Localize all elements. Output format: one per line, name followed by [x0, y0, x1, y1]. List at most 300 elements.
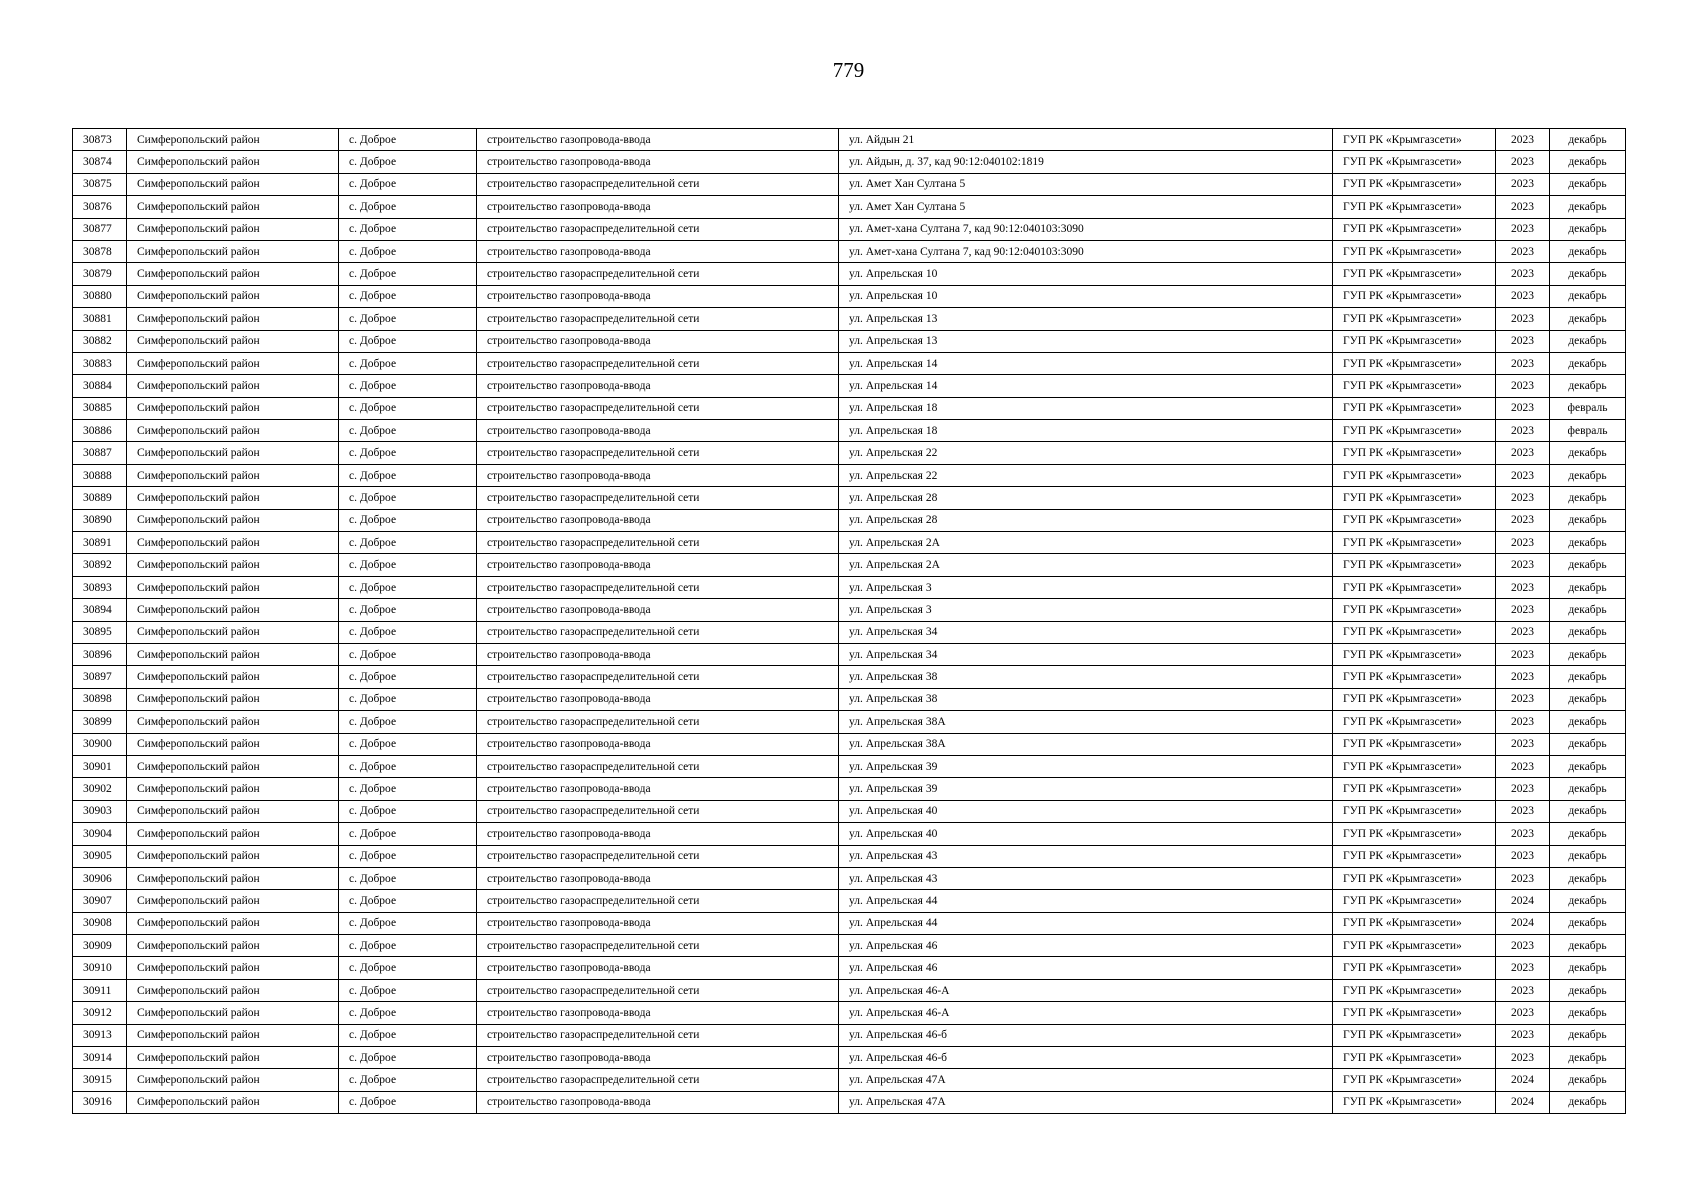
row-number-cell: 30910 [73, 957, 127, 979]
month-cell: декабрь [1550, 151, 1626, 173]
registry-body [73, 129, 1626, 1114]
year-cell: 2023 [1496, 1024, 1550, 1046]
row-number-cell: 30896 [73, 643, 127, 665]
row-number-cell: 30876 [73, 196, 127, 218]
work-type-cell: строительство газораспределительной сети [477, 532, 839, 554]
row-number-cell: 30898 [73, 688, 127, 710]
operator-cell: ГУП РК «Крымгазсети» [1333, 643, 1496, 665]
district-cell: Симферопольский район [127, 554, 339, 576]
row-number-cell: 30902 [73, 778, 127, 800]
year-cell: 2023 [1496, 599, 1550, 621]
month-cell: декабрь [1550, 800, 1626, 822]
work-type-cell: строительство газопровода-ввода [477, 912, 839, 934]
registry-table [72, 128, 1626, 1114]
table-row [73, 733, 1626, 755]
month-cell: декабрь [1550, 823, 1626, 845]
work-type-cell: строительство газопровода-ввода [477, 957, 839, 979]
table-row [73, 643, 1626, 665]
district-cell: Симферопольский район [127, 912, 339, 934]
row-number-cell: 30916 [73, 1091, 127, 1113]
row-number-cell: 30892 [73, 554, 127, 576]
operator-cell: ГУП РК «Крымгазсети» [1333, 129, 1496, 151]
operator-cell: ГУП РК «Крымгазсети» [1333, 979, 1496, 1001]
district-cell: Симферопольский район [127, 733, 339, 755]
operator-cell: ГУП РК «Крымгазсети» [1333, 330, 1496, 352]
table-row [73, 240, 1626, 262]
settlement-cell: с. Доброе [339, 912, 477, 934]
operator-cell: ГУП РК «Крымгазсети» [1333, 912, 1496, 934]
address-cell: ул. Айдын 21 [839, 129, 1333, 151]
work-type-cell: строительство газопровода-ввода [477, 240, 839, 262]
row-number-cell: 30894 [73, 599, 127, 621]
address-cell: ул. Апрельская 46 [839, 935, 1333, 957]
settlement-cell: с. Доброе [339, 688, 477, 710]
district-cell: Симферопольский район [127, 285, 339, 307]
district-cell: Симферопольский район [127, 420, 339, 442]
address-cell: ул. Апрельская 44 [839, 912, 1333, 934]
row-number-cell: 30903 [73, 800, 127, 822]
row-number-cell: 30899 [73, 711, 127, 733]
district-cell: Симферопольский район [127, 688, 339, 710]
month-cell: февраль [1550, 420, 1626, 442]
district-cell: Симферопольский район [127, 1069, 339, 1091]
table-row [73, 129, 1626, 151]
district-cell: Симферопольский район [127, 532, 339, 554]
row-number-cell: 30874 [73, 151, 127, 173]
year-cell: 2023 [1496, 375, 1550, 397]
table-row [73, 352, 1626, 374]
operator-cell: ГУП РК «Крымгазсети» [1333, 554, 1496, 576]
year-cell: 2023 [1496, 330, 1550, 352]
year-cell: 2024 [1496, 890, 1550, 912]
address-cell: ул. Апрельская 46-б [839, 1024, 1333, 1046]
settlement-cell: с. Доброе [339, 330, 477, 352]
table-row [73, 330, 1626, 352]
year-cell: 2023 [1496, 755, 1550, 777]
row-number-cell: 30901 [73, 755, 127, 777]
work-type-cell: строительство газораспределительной сети [477, 845, 839, 867]
operator-cell: ГУП РК «Крымгазсети» [1333, 957, 1496, 979]
district-cell: Симферопольский район [127, 755, 339, 777]
district-cell: Симферопольский район [127, 352, 339, 374]
operator-cell: ГУП РК «Крымгазсети» [1333, 442, 1496, 464]
district-cell: Симферопольский район [127, 935, 339, 957]
table-row [73, 487, 1626, 509]
settlement-cell: с. Доброе [339, 957, 477, 979]
month-cell: декабрь [1550, 576, 1626, 598]
year-cell: 2023 [1496, 688, 1550, 710]
year-cell: 2023 [1496, 240, 1550, 262]
month-cell: декабрь [1550, 688, 1626, 710]
address-cell: ул. Апрельская 3 [839, 599, 1333, 621]
row-number-cell: 30880 [73, 285, 127, 307]
month-cell: декабрь [1550, 935, 1626, 957]
work-type-cell: строительство газопровода-ввода [477, 464, 839, 486]
operator-cell: ГУП РК «Крымгазсети» [1333, 196, 1496, 218]
year-cell: 2024 [1496, 912, 1550, 934]
year-cell: 2023 [1496, 733, 1550, 755]
settlement-cell: с. Доброе [339, 308, 477, 330]
operator-cell: ГУП РК «Крымгазсети» [1333, 375, 1496, 397]
operator-cell: ГУП РК «Крымгазсети» [1333, 1002, 1496, 1024]
row-number-cell: 30883 [73, 352, 127, 374]
operator-cell: ГУП РК «Крымгазсети» [1333, 935, 1496, 957]
month-cell: декабрь [1550, 1069, 1626, 1091]
settlement-cell: с. Доброе [339, 420, 477, 442]
operator-cell: ГУП РК «Крымгазсети» [1333, 733, 1496, 755]
settlement-cell: с. Доброе [339, 129, 477, 151]
row-number-cell: 30915 [73, 1069, 127, 1091]
month-cell: декабрь [1550, 867, 1626, 889]
address-cell: ул. Апрельская 40 [839, 823, 1333, 845]
month-cell: декабрь [1550, 352, 1626, 374]
address-cell: ул. Апрельская 14 [839, 352, 1333, 374]
operator-cell: ГУП РК «Крымгазсети» [1333, 711, 1496, 733]
month-cell: декабрь [1550, 308, 1626, 330]
year-cell: 2023 [1496, 666, 1550, 688]
address-cell: ул. Апрельская 39 [839, 778, 1333, 800]
district-cell: Симферопольский район [127, 1091, 339, 1113]
operator-cell: ГУП РК «Крымгазсети» [1333, 263, 1496, 285]
settlement-cell: с. Доброе [339, 711, 477, 733]
year-cell: 2023 [1496, 442, 1550, 464]
year-cell: 2023 [1496, 867, 1550, 889]
address-cell: ул. Амет Хан Султана 5 [839, 173, 1333, 195]
settlement-cell: с. Доброе [339, 1091, 477, 1113]
month-cell: декабрь [1550, 599, 1626, 621]
district-cell: Симферопольский район [127, 151, 339, 173]
operator-cell: ГУП РК «Крымгазсети» [1333, 1047, 1496, 1069]
table-row [73, 1091, 1626, 1113]
operator-cell: ГУП РК «Крымгазсети» [1333, 778, 1496, 800]
work-type-cell: строительство газопровода-ввода [477, 330, 839, 352]
table-row [73, 420, 1626, 442]
table-row [73, 800, 1626, 822]
district-cell: Симферопольский район [127, 487, 339, 509]
settlement-cell: с. Доброе [339, 173, 477, 195]
work-type-cell: строительство газопровода-ввода [477, 823, 839, 845]
row-number-cell: 30914 [73, 1047, 127, 1069]
year-cell: 2023 [1496, 778, 1550, 800]
address-cell: ул. Амет-хана Султана 7, кад 90:12:040103:3090 [839, 218, 1333, 240]
district-cell: Симферопольский район [127, 173, 339, 195]
table-row [73, 688, 1626, 710]
month-cell: декабрь [1550, 778, 1626, 800]
settlement-cell: с. Доброе [339, 1047, 477, 1069]
district-cell: Симферопольский район [127, 464, 339, 486]
row-number-cell: 30904 [73, 823, 127, 845]
year-cell: 2023 [1496, 218, 1550, 240]
table-row [73, 554, 1626, 576]
year-cell: 2023 [1496, 532, 1550, 554]
row-number-cell: 30900 [73, 733, 127, 755]
row-number-cell: 30877 [73, 218, 127, 240]
operator-cell: ГУП РК «Крымгазсети» [1333, 621, 1496, 643]
district-cell: Симферопольский район [127, 308, 339, 330]
table-row [73, 711, 1626, 733]
work-type-cell: строительство газораспределительной сети [477, 352, 839, 374]
district-cell: Симферопольский район [127, 330, 339, 352]
work-type-cell: строительство газораспределительной сети [477, 218, 839, 240]
operator-cell: ГУП РК «Крымгазсети» [1333, 823, 1496, 845]
address-cell: ул. Айдын, д. 37, кад 90:12:040102:1819 [839, 151, 1333, 173]
address-cell: ул. Амет-хана Султана 7, кад 90:12:040103:3090 [839, 240, 1333, 262]
table-row [73, 532, 1626, 554]
address-cell: ул. Апрельская 46-б [839, 1047, 1333, 1069]
settlement-cell: с. Доброе [339, 1024, 477, 1046]
operator-cell: ГУП РК «Крымгазсети» [1333, 800, 1496, 822]
address-cell: ул. Апрельская 38А [839, 711, 1333, 733]
month-cell: декабрь [1550, 196, 1626, 218]
work-type-cell: строительство газораспределительной сети [477, 308, 839, 330]
row-number-cell: 30907 [73, 890, 127, 912]
row-number-cell: 30884 [73, 375, 127, 397]
work-type-cell: строительство газораспределительной сети [477, 935, 839, 957]
settlement-cell: с. Доброе [339, 285, 477, 307]
settlement-cell: с. Доброе [339, 845, 477, 867]
table-row [73, 397, 1626, 419]
address-cell: ул. Апрельская 10 [839, 285, 1333, 307]
year-cell: 2023 [1496, 576, 1550, 598]
row-number-cell: 30879 [73, 263, 127, 285]
table-row [73, 308, 1626, 330]
row-number-cell: 30885 [73, 397, 127, 419]
address-cell: ул. Апрельская 40 [839, 800, 1333, 822]
work-type-cell: строительство газораспределительной сети [477, 1069, 839, 1091]
table-row [73, 621, 1626, 643]
address-cell: ул. Апрельская 47А [839, 1091, 1333, 1113]
district-cell: Симферопольский район [127, 867, 339, 889]
district-cell: Симферопольский район [127, 621, 339, 643]
operator-cell: ГУП РК «Крымгазсети» [1333, 397, 1496, 419]
settlement-cell: с. Доброе [339, 890, 477, 912]
month-cell: декабрь [1550, 375, 1626, 397]
month-cell: декабрь [1550, 509, 1626, 531]
month-cell: декабрь [1550, 890, 1626, 912]
year-cell: 2023 [1496, 352, 1550, 374]
month-cell: декабрь [1550, 912, 1626, 934]
month-cell: декабрь [1550, 464, 1626, 486]
year-cell: 2023 [1496, 1002, 1550, 1024]
settlement-cell: с. Доброе [339, 240, 477, 262]
district-cell: Симферопольский район [127, 890, 339, 912]
table-row [73, 778, 1626, 800]
settlement-cell: с. Доброе [339, 666, 477, 688]
district-cell: Симферопольский район [127, 1047, 339, 1069]
address-cell: ул. Апрельская 13 [839, 308, 1333, 330]
address-cell: ул. Апрельская 38 [839, 666, 1333, 688]
year-cell: 2023 [1496, 487, 1550, 509]
work-type-cell: строительство газораспределительной сети [477, 711, 839, 733]
month-cell: декабрь [1550, 621, 1626, 643]
month-cell: декабрь [1550, 957, 1626, 979]
year-cell: 2023 [1496, 285, 1550, 307]
year-cell: 2023 [1496, 957, 1550, 979]
page-number: 779 [832, 58, 865, 82]
address-cell: ул. Апрельская 2А [839, 554, 1333, 576]
year-cell: 2024 [1496, 1091, 1550, 1113]
settlement-cell: с. Доброе [339, 487, 477, 509]
district-cell: Симферопольский район [127, 1002, 339, 1024]
month-cell: декабрь [1550, 532, 1626, 554]
settlement-cell: с. Доброе [339, 397, 477, 419]
settlement-cell: с. Доброе [339, 755, 477, 777]
table-row [73, 218, 1626, 240]
operator-cell: ГУП РК «Крымгазсети» [1333, 867, 1496, 889]
work-type-cell: строительство газопровода-ввода [477, 733, 839, 755]
settlement-cell: с. Доброе [339, 196, 477, 218]
district-cell: Симферопольский район [127, 509, 339, 531]
year-cell: 2023 [1496, 129, 1550, 151]
row-number-cell: 30913 [73, 1024, 127, 1046]
operator-cell: ГУП РК «Крымгазсети» [1333, 688, 1496, 710]
table-row [73, 1069, 1626, 1091]
settlement-cell: с. Доброе [339, 532, 477, 554]
row-number-cell: 30881 [73, 308, 127, 330]
row-number-cell: 30908 [73, 912, 127, 934]
operator-cell: ГУП РК «Крымгазсети» [1333, 1069, 1496, 1091]
settlement-cell: с. Доброе [339, 778, 477, 800]
operator-cell: ГУП РК «Крымгазсети» [1333, 532, 1496, 554]
work-type-cell: строительство газопровода-ввода [477, 554, 839, 576]
district-cell: Симферопольский район [127, 823, 339, 845]
address-cell: ул. Апрельская 14 [839, 375, 1333, 397]
row-number-cell: 30873 [73, 129, 127, 151]
month-cell: декабрь [1550, 263, 1626, 285]
district-cell: Симферопольский район [127, 643, 339, 665]
year-cell: 2023 [1496, 979, 1550, 1001]
month-cell: февраль [1550, 397, 1626, 419]
work-type-cell: строительство газораспределительной сети [477, 576, 839, 598]
settlement-cell: с. Доброе [339, 442, 477, 464]
address-cell: ул. Апрельская 2А [839, 532, 1333, 554]
year-cell: 2023 [1496, 196, 1550, 218]
settlement-cell: с. Доброе [339, 263, 477, 285]
settlement-cell: с. Доброе [339, 218, 477, 240]
table-row [73, 979, 1626, 1001]
settlement-cell: с. Доброе [339, 151, 477, 173]
address-cell: ул. Апрельская 10 [839, 263, 1333, 285]
row-number-cell: 30911 [73, 979, 127, 1001]
work-type-cell: строительство газораспределительной сети [477, 1024, 839, 1046]
settlement-cell: с. Доброе [339, 643, 477, 665]
year-cell: 2023 [1496, 621, 1550, 643]
month-cell: декабрь [1550, 1047, 1626, 1069]
district-cell: Симферопольский район [127, 576, 339, 598]
address-cell: ул. Апрельская 22 [839, 464, 1333, 486]
row-number-cell: 30909 [73, 935, 127, 957]
operator-cell: ГУП РК «Крымгазсети» [1333, 487, 1496, 509]
settlement-cell: с. Доброе [339, 1069, 477, 1091]
work-type-cell: строительство газопровода-ввода [477, 509, 839, 531]
work-type-cell: строительство газопровода-ввода [477, 643, 839, 665]
year-cell: 2023 [1496, 308, 1550, 330]
settlement-cell: с. Доброе [339, 823, 477, 845]
operator-cell: ГУП РК «Крымгазсети» [1333, 173, 1496, 195]
table-row [73, 599, 1626, 621]
address-cell: ул. Апрельская 47А [839, 1069, 1333, 1091]
operator-cell: ГУП РК «Крымгазсети» [1333, 352, 1496, 374]
row-number-cell: 30895 [73, 621, 127, 643]
operator-cell: ГУП РК «Крымгазсети» [1333, 151, 1496, 173]
year-cell: 2023 [1496, 711, 1550, 733]
work-type-cell: строительство газораспределительной сети [477, 755, 839, 777]
table-row [73, 151, 1626, 173]
district-cell: Симферопольский район [127, 711, 339, 733]
settlement-cell: с. Доброе [339, 375, 477, 397]
work-type-cell: строительство газораспределительной сети [477, 890, 839, 912]
operator-cell: ГУП РК «Крымгазсети» [1333, 218, 1496, 240]
address-cell: ул. Апрельская 38А [839, 733, 1333, 755]
operator-cell: ГУП РК «Крымгазсети» [1333, 755, 1496, 777]
table-row [73, 890, 1626, 912]
month-cell: декабрь [1550, 711, 1626, 733]
row-number-cell: 30906 [73, 867, 127, 889]
work-type-cell: строительство газопровода-ввода [477, 129, 839, 151]
month-cell: декабрь [1550, 1091, 1626, 1113]
year-cell: 2023 [1496, 554, 1550, 576]
row-number-cell: 30890 [73, 509, 127, 531]
row-number-cell: 30912 [73, 1002, 127, 1024]
year-cell: 2023 [1496, 420, 1550, 442]
month-cell: декабрь [1550, 173, 1626, 195]
address-cell: ул. Апрельская 28 [839, 509, 1333, 531]
month-cell: декабрь [1550, 1024, 1626, 1046]
work-type-cell: строительство газопровода-ввода [477, 420, 839, 442]
table-row [73, 755, 1626, 777]
table-row [73, 1047, 1626, 1069]
month-cell: декабрь [1550, 666, 1626, 688]
table-row [73, 576, 1626, 598]
district-cell: Симферопольский район [127, 240, 339, 262]
row-number-cell: 30886 [73, 420, 127, 442]
work-type-cell: строительство газораспределительной сети [477, 979, 839, 1001]
month-cell: декабрь [1550, 643, 1626, 665]
table-row [73, 196, 1626, 218]
address-cell: ул. Апрельская 34 [839, 621, 1333, 643]
address-cell: ул. Апрельская 34 [839, 643, 1333, 665]
address-cell: ул. Апрельская 46 [839, 957, 1333, 979]
address-cell: ул. Апрельская 46-А [839, 1002, 1333, 1024]
row-number-cell: 30893 [73, 576, 127, 598]
district-cell: Симферопольский район [127, 778, 339, 800]
district-cell: Симферопольский район [127, 375, 339, 397]
table-row [73, 263, 1626, 285]
year-cell: 2023 [1496, 397, 1550, 419]
operator-cell: ГУП РК «Крымгазсети» [1333, 285, 1496, 307]
month-cell: декабрь [1550, 487, 1626, 509]
work-type-cell: строительство газораспределительной сети [477, 263, 839, 285]
settlement-cell: с. Доброе [339, 352, 477, 374]
row-number-cell: 30897 [73, 666, 127, 688]
settlement-cell: с. Доброе [339, 867, 477, 889]
year-cell: 2023 [1496, 509, 1550, 531]
settlement-cell: с. Доброе [339, 464, 477, 486]
month-cell: декабрь [1550, 330, 1626, 352]
year-cell: 2023 [1496, 263, 1550, 285]
district-cell: Симферопольский район [127, 129, 339, 151]
month-cell: декабрь [1550, 240, 1626, 262]
district-cell: Симферопольский район [127, 599, 339, 621]
table-row [73, 1002, 1626, 1024]
year-cell: 2023 [1496, 845, 1550, 867]
row-number-cell: 30882 [73, 330, 127, 352]
work-type-cell: строительство газораспределительной сети [477, 621, 839, 643]
settlement-cell: с. Доброе [339, 576, 477, 598]
work-type-cell: строительство газопровода-ввода [477, 375, 839, 397]
work-type-cell: строительство газопровода-ввода [477, 151, 839, 173]
row-number-cell: 30887 [73, 442, 127, 464]
